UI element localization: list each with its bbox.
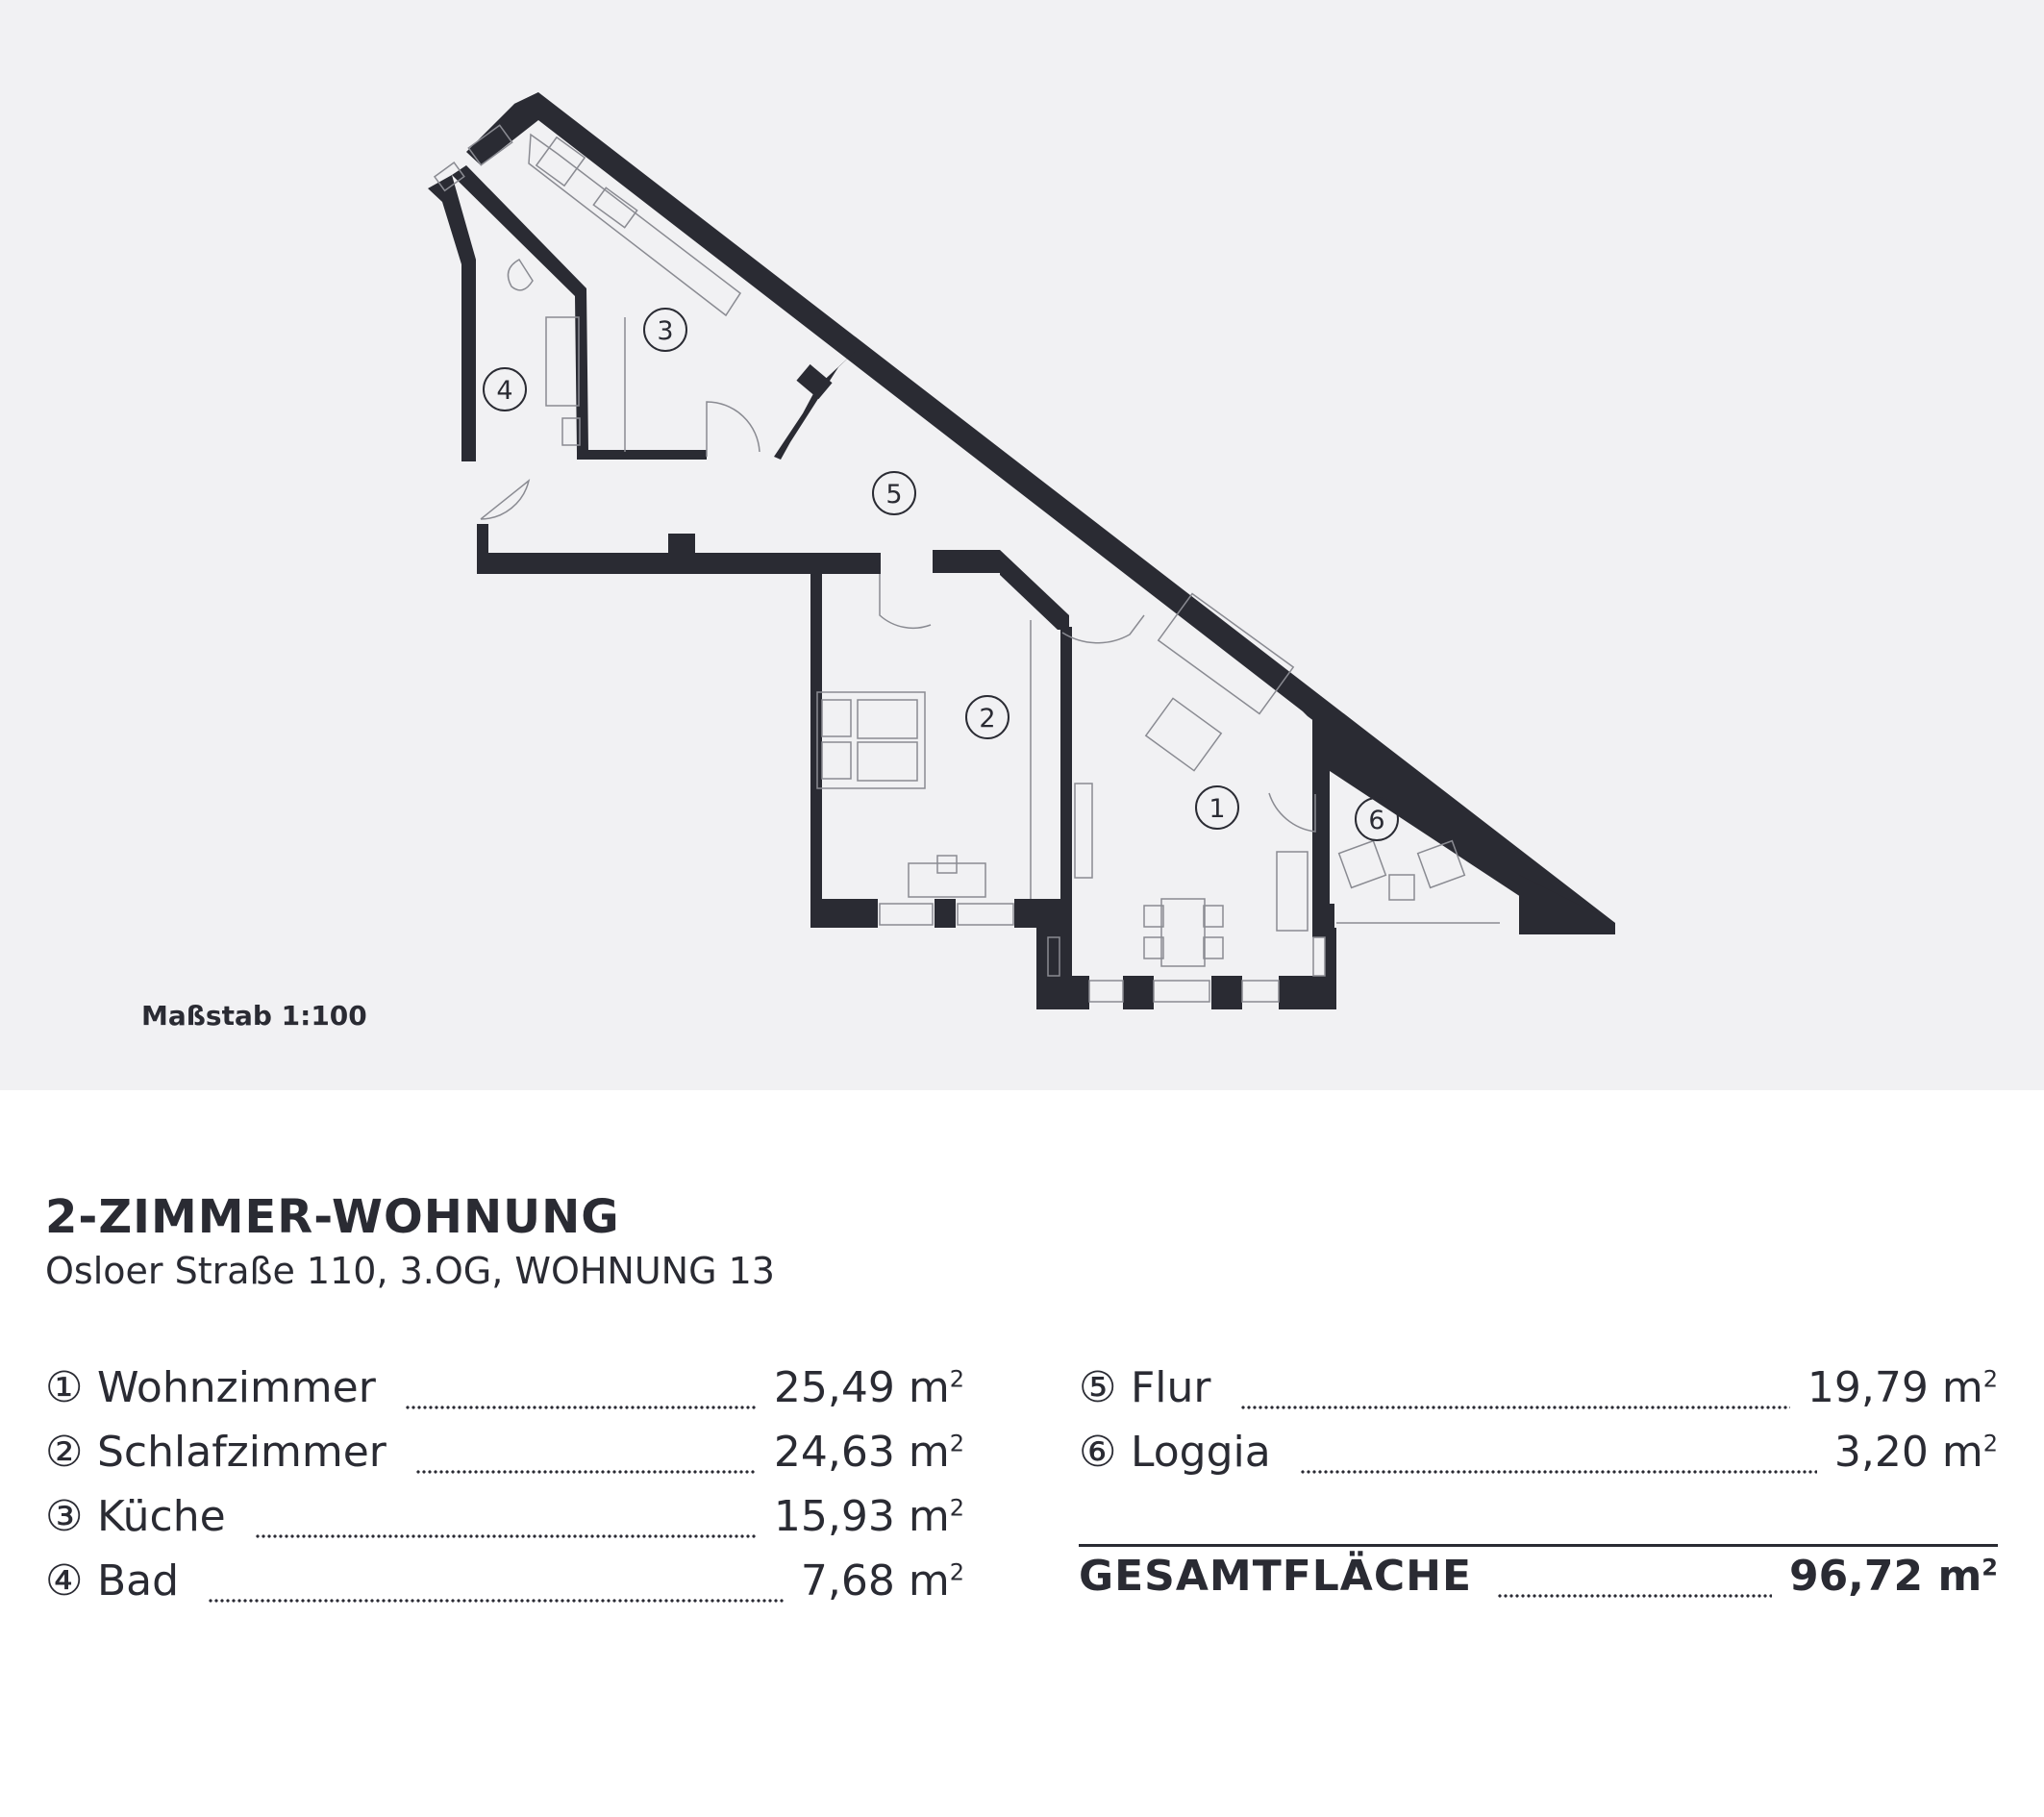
room-row-name: Küche	[97, 1492, 226, 1541]
room-row-number: ②	[45, 1428, 84, 1477]
loggia-corner	[1519, 875, 1615, 934]
room-number-5: 5	[885, 480, 903, 510]
kitchen-door-swing	[707, 402, 760, 457]
window-living-side-r	[1313, 937, 1325, 976]
bedroom-right-wall	[1060, 627, 1072, 933]
loggia-chair-1	[1339, 841, 1386, 888]
window-living-3	[1242, 981, 1279, 1002]
dot-leader	[1300, 1469, 1817, 1475]
room-row-area: 15,93 $m^2$	[773, 1492, 964, 1541]
kitchen-right-wall	[774, 351, 856, 460]
bedroom-top-wall-right	[933, 550, 1000, 573]
corridor-bottom-wall	[477, 553, 881, 574]
room-row-number: ①	[45, 1363, 84, 1412]
bed	[817, 692, 925, 788]
room-row-name: Loggia	[1131, 1428, 1271, 1477]
bedroom-door-swing	[880, 574, 931, 628]
room-number-6: 6	[1368, 806, 1385, 835]
window-living-2	[1154, 981, 1209, 1002]
room-number-1: 1	[1209, 794, 1226, 824]
room-row	[1079, 1363, 1998, 1428]
apartment-title: 2-ZIMMER-WOHNUNG	[45, 1190, 620, 1244]
room-row-area: 25,49 $m^2$	[773, 1363, 964, 1412]
living-cabinet	[1277, 852, 1308, 931]
bedroom-bottom-mid	[935, 899, 956, 928]
dot-leader	[415, 1469, 757, 1475]
room-row-area: 19,79 $m^2$	[1807, 1363, 1998, 1412]
sink	[593, 187, 636, 227]
room-list-left	[45, 1363, 964, 1621]
room-row-number: ⑥	[1079, 1428, 1117, 1477]
dot-leader	[1240, 1405, 1790, 1410]
total-label: GESAMTFLÄCHE	[1079, 1552, 1473, 1601]
room-row-area: 24,63 $m^2$	[773, 1428, 964, 1477]
chair-3	[1204, 906, 1223, 927]
living-door-swing	[1062, 615, 1144, 643]
loggia-left-stub	[1312, 784, 1330, 795]
room-row	[45, 1556, 964, 1621]
dot-leader	[1497, 1593, 1772, 1599]
room-number-4: 4	[496, 376, 513, 406]
tv-board	[1075, 784, 1092, 878]
bedroom-bottom-left	[810, 899, 878, 928]
pillow-2	[822, 742, 851, 779]
kitchen-bottom-wall	[577, 450, 707, 460]
living-right-edge	[1325, 928, 1336, 1009]
desk-chair	[937, 856, 957, 873]
bedroom-left-wall	[810, 572, 822, 928]
room-row-name: Schlafzimmer	[97, 1428, 386, 1477]
bathtub	[546, 317, 579, 406]
toilet	[508, 260, 533, 290]
room-row-number: ⑤	[1079, 1363, 1117, 1412]
room-row-name: Wohnzimmer	[97, 1363, 376, 1412]
window-bedroom-2	[958, 904, 1013, 925]
living-bottom-2	[1123, 976, 1154, 1009]
living-bottom-3	[1211, 976, 1242, 1009]
kitchen-stub	[796, 364, 832, 399]
loggia-door-swing	[1269, 793, 1315, 832]
coffee-table	[1146, 698, 1221, 770]
bath-door-swing	[481, 481, 529, 519]
room-row	[1079, 1428, 1998, 1492]
corridor-stub	[668, 534, 695, 555]
pillow-1	[822, 700, 851, 736]
room-row-area: 3,20 $m^2$	[1833, 1428, 1998, 1477]
room-row-name: Flur	[1131, 1363, 1211, 1412]
room-number-3: 3	[657, 316, 674, 346]
total-area-value: 96,72 $m^2$	[1788, 1552, 1998, 1601]
bedroom-diagonal-wall	[1000, 550, 1069, 630]
loggia-right-lower	[1325, 904, 1334, 933]
window-bedroom-1	[880, 904, 933, 925]
bedroom-bottom-right	[1014, 899, 1072, 928]
window-living-1	[1089, 981, 1123, 1002]
scale-label: Maßstab 1:100	[141, 1000, 367, 1032]
room-row-number: ④	[45, 1556, 84, 1605]
dot-leader	[255, 1533, 757, 1539]
chair-4	[1204, 937, 1223, 958]
living-bottom-1	[1036, 976, 1089, 1009]
bath-left-wall	[428, 175, 476, 461]
total-divider	[1079, 1544, 1998, 1547]
room-row-name: Bad	[97, 1556, 180, 1605]
chair-2	[1144, 937, 1163, 958]
dining-table	[1161, 899, 1205, 966]
loggia-table	[1389, 875, 1414, 900]
duvet-1	[858, 700, 917, 738]
apartment-address: Osloer Straße 110, 3.OG, WOHNUNG 13	[45, 1250, 775, 1292]
room-row	[45, 1428, 964, 1492]
duvet-2	[858, 742, 917, 781]
dot-leader	[208, 1598, 784, 1604]
room-number-2: 2	[979, 704, 996, 734]
room-row	[45, 1492, 964, 1556]
room-list-right	[1079, 1363, 1998, 1492]
room-row-number: ③	[45, 1492, 84, 1541]
total-area-row	[1079, 1552, 1998, 1616]
room-row-area: 7,68 $m^2$	[800, 1556, 964, 1605]
sofa	[1159, 594, 1293, 714]
room-row	[45, 1363, 964, 1428]
chair-1	[1144, 906, 1163, 927]
desk	[909, 863, 985, 897]
dot-leader	[405, 1405, 757, 1410]
